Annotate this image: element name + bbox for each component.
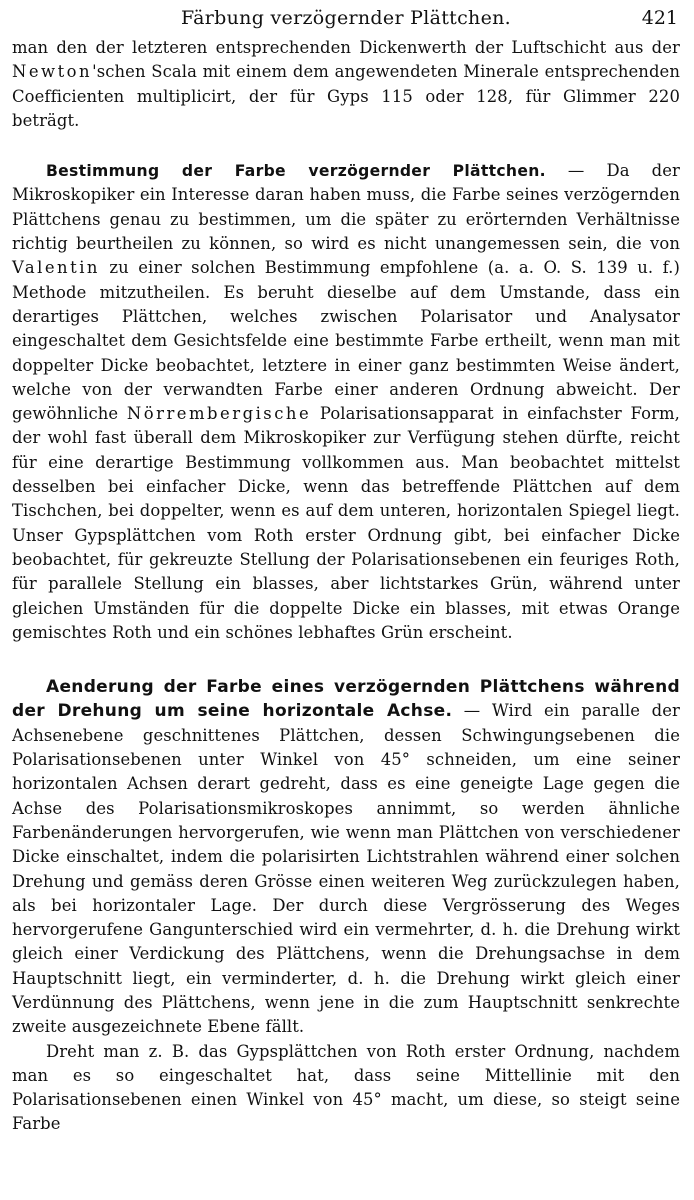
- paragraph-final: [12, 1040, 680, 1137]
- book-page: [12, 0, 680, 1200]
- paragraph-text: man den der letzteren entsprechenden Dickenwerth der Luftschicht aus der: [12, 38, 680, 57]
- section-farbe-bestimmung: [12, 159, 680, 645]
- section-heading: Bestimmung der Farbe verzögernder Plättchen.: [46, 162, 546, 181]
- author-name-noerremberg: Nörrembergische: [126, 404, 312, 424]
- page-number: 421: [641, 7, 678, 29]
- running-header: [12, 0, 680, 36]
- paragraph-text: Dreht man z. B. das Gypsplättchen von Roth erster Ordnung, nachdem man es so eingeschaltet hat, dass seine Mittellinie mit den Polarisationsebenen einen Winkel von 45° macht, um diese, so steigt seine Farbe: [12, 1041, 680, 1134]
- paragraph-text: — Da der Mikroskopiker ein Interesse daran haben muss, die Farbe seines verzögernden Plättchens genau zu bestimmen, um die später zu erörternden Verhältnisse richtig beurtheilen zu können, so wird es nicht unangemessen sein, die von: [12, 161, 680, 254]
- paragraph-text: — Wird ein paralle der Achsenebene geschnittenes Plättchen, dessen Schwingungsebenen die Polarisationsebenen unter Winkel von 45° schneiden, um eine seiner horizontalen Achsen derart gedreht, dass es eine geneigte Lage gegen die Achse des Polarisationsmikroskopes annimmt, so werden ähnliche Farbenänderungen hervorgerufen, wie wenn man Plättchen von verschiedener Dicke einschaltet, indem die polarisirten Lichtstrahlen während einer solchen Drehung und gemäss deren Grösse einen weiteren Weg zurückzulegen haben, als bei horizontaler Lage. Der durch diese Vergrösserung des Weges hervorgerufene Gangunterschied wird ein vermehrter, d. h. die Drehung wirkt gleich einer Verdickung des Plättchens, wenn die Drehungsachse in dem Hauptschnitt liegt, ein verminderter, d. h. die Drehung wirkt gleich einer Verdünnung des Plättchens, wenn jene in die zum Hauptschnitt senkrechte zweite ausgezeichnete Ebene fällt.: [12, 701, 680, 1037]
- section-farbe-aenderung: [12, 675, 680, 1039]
- paragraph-text: 'schen Scala mit einem dem angewendeten Minerale entsprechenden Coefficienten multiplicirt, der für Gyps 115 oder 128, für Glimmer 220 beträgt.: [12, 62, 680, 130]
- section-heading: Aenderung der Farbe eines verzögernden Plättchens während der Drehung um seine horizontale Achse.: [12, 677, 680, 722]
- paragraph-continuation: [12, 36, 680, 133]
- paragraph-text: zu einer solchen Bestimmung empfohlene (a. a. O. S. 139 u. f.) Methode mitzutheilen. Es beruht dieselbe auf dem Umstande, dass ein derartiges Plättchen, welches zwischen Polarisator und Analysator eingeschaltet dem Gesichtsfelde eine bestimmte Farbe ertheilt, wenn man mit doppelter Dicke beobachtet, letztere in einer ganz bestimmten Weise ändert, welche von der verwandten Farbe einer anderen Ordnung abweicht. Der gewöhnliche: [12, 258, 680, 424]
- author-name-newton: Newton: [12, 62, 93, 82]
- running-title: Färbung verzögernder Plättchen.: [180, 7, 512, 29]
- paragraph-gap: [12, 133, 680, 159]
- paragraph-gap: [12, 645, 680, 675]
- paragraph-text: Polarisationsapparat in einfachster Form, der wohl fast überall dem Mikroskopiker zur Verfügung stehen dürfte, reicht für eine derartige Bestimmung vollkommen aus. Man beobachtet mittelst desselben bei einfacher Dicke, wenn das betreffende Plättchen auf dem Tischchen, bei doppelter, wenn es auf dem unteren, horizontalen Spiegel liegt. Unser Gypsplättchen vom Roth erster Ordnung gibt, bei einfacher Dicke beobachtet, für gekreuzte Stellung der Polarisationsebenen ein feuriges Roth, für parallele Stellung ein blasses, aber lichtstarkes Grün, während unter gleichen Umständen für die doppelte Dicke ein blasses, mit etwas Orange gemischtes Roth und ein schönes lebhaftes Grün erscheint.: [12, 404, 680, 642]
- author-name-valentin: Valentin: [12, 258, 100, 278]
